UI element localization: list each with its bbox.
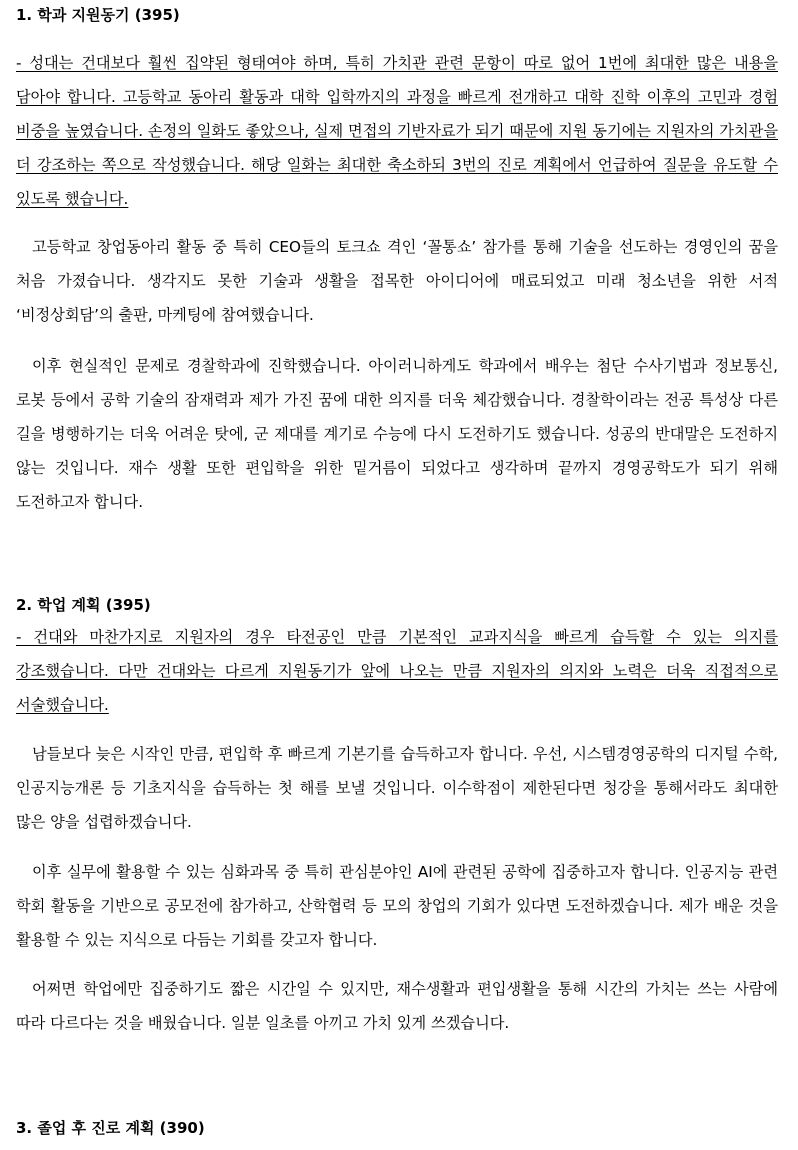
paragraph-motivation-2: 이후 현실적인 문제로 경찰학과에 진학했습니다. 아이러니하게도 학과에서 배우는 첨단 수사기법과 정보통신, 로봇 등에서 공학 기술의 잠재력과 제가 가진 꿈에 대한 의지를 더욱 체감했습니다. 경찰학이라는 전공 특성상 다른 길을 병행하기는 더욱 어려운 탓에, 군 제대를 계기로 수능에 다시 도전하기도 했습니다. 성공의 반대말은 도전하지 않는 것입니다. 재수 생활 또한 편입학을 위한 밑거름이 되었다고 생각하며 끝까지 경영공학도가 되기 위해 도전하고자 합니다. (16, 357, 778, 511)
paragraph-study-plan-3: 어쩌면 학업에만 집중하기도 짧은 시간일 수 있지만, 재수생활과 편입생활을 통해 시간의 가치는 쓰는 사람에 따라 다르다는 것을 배웠습니다. 일분 일초를 아끼고 가치 있게 쓰겠습니다. (16, 980, 778, 1032)
section-title-study-plan: 2. 학업 계획 (395) (16, 596, 151, 614)
paragraph-study-plan-2: 이후 실무에 활용할 수 있는 심화과목 중 특히 관심분야인 AI에 관련된 공학에 집중하고자 합니다. 인공지능 관련 학회 활동을 기반으로 공모전에 참가하고, 산학협력 등 모의 창업의 기회가 있다면 도전하겠습니다. 제가 배운 것을 활용할 수 있는 지식으로 다듬는 기회를 갖고자 합니다. (16, 863, 778, 950)
editor-note-study-plan: - 건대와 마찬가지로 지원자의 경우 타전공인 만큼 기본적인 교과지식을 빠르게 습득할 수 있는 의지를 강조했습니다. 다만 건대와는 다르게 지원동기가 앞에 나오는 만큼 지원자의 의지와 노력은 더욱 직접적으로 서술했습니다. (16, 628, 778, 714)
paragraph-study-plan-1: 남들보다 늦은 시작인 만큼, 편입학 후 빠르게 기본기를 습득하고자 합니다. 우선, 시스템경영공학의 디지털 수학, 인공지능개론 등 기초지식을 습득하는 첫 해를 보낼 것입니다. 이수학점이 제한된다면 청강을 통해서라도 최대한 많은 양을 섭렵하겠습니다. (16, 745, 778, 831)
section-title-career-plan: 3. 졸업 후 진로 계획 (390) (16, 1119, 205, 1137)
paragraph-motivation-1: 고등학교 창업동아리 활동 중 특히 CEO들의 토크쇼 격인 ‘꼴통쇼’ 참가를 통해 기술을 선도하는 경영인의 꿈을 처음 가졌습니다. 생각지도 못한 기술과 생활을 접목한 아이디어에 매료되었고 미래 청소년을 위한 서적 ‘비정상회담’의 출판, 마케팅에 참여했습니다. (16, 238, 778, 324)
editor-note-motivation: - 성대는 건대보다 훨씬 집약된 형태여야 하며, 특히 가치관 관련 문항이 따로 없어 1번에 최대한 많은 내용을 담아야 합니다. 고등학교 동아리 활동과 대학 입학까지의 과정을 빠르게 전개하고 대학 진학 이후의 고민과 경험 비중을 높였습니다. 손정의 일화도 좋았으나, 실제 면접의 기반자료가 되기 때문에 지원 동기에는 지원자의 가치관을 더 강조하는 쪽으로 작성했습니다. 해당 일화는 최대한 축소하되 3번의 진로 계획에서 언급하여 질문을 유도할 수 있도록 했습니다. (16, 54, 778, 208)
section-title-motivation: 1. 학과 지원동기 (395) (16, 6, 180, 24)
